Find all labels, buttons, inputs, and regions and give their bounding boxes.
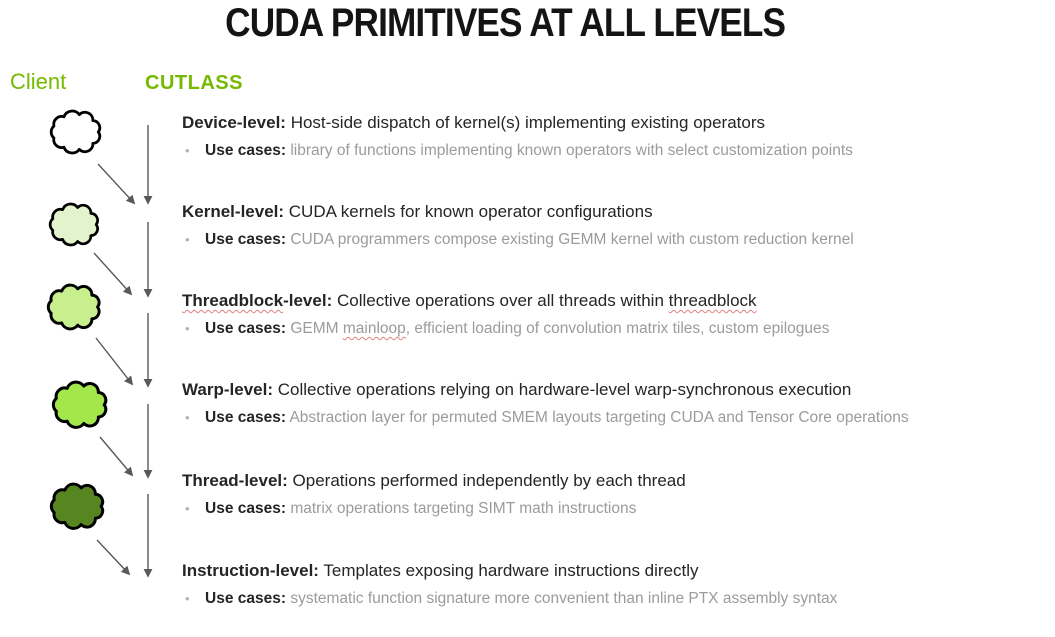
cloud-icon [51, 111, 100, 153]
use-cases-line [182, 499, 1044, 519]
use-cases-line [182, 230, 1044, 250]
level-row [182, 112, 1044, 161]
misspelled-word: threadblock [668, 291, 757, 310]
text-segment: Operations performed independently by each thread [292, 471, 686, 490]
level-row [182, 470, 1044, 519]
level-heading [182, 112, 1044, 133]
arrow-icon [96, 338, 132, 384]
level-heading [182, 290, 1044, 311]
use-cases-line [182, 319, 1044, 339]
misspelled-word: mainloop [342, 320, 406, 337]
text-segment: Kernel-level: [182, 202, 285, 221]
text-segment: , efficient loading of convolution matrix tiles, custom epilogues [405, 320, 830, 337]
text-segment: Collective operations over all threads within [336, 291, 669, 310]
text-segment: Warp-level: [182, 380, 274, 399]
use-cases-label: Use cases: [205, 231, 287, 248]
level-row [182, 290, 1044, 339]
client-column-label: Client [10, 69, 67, 94]
bullet-icon: • [185, 410, 190, 425]
text-segment: Device-level: [182, 113, 286, 132]
arrow-icon [97, 540, 129, 574]
bullet-icon: • [185, 591, 190, 606]
cloud-icon [48, 285, 99, 329]
level-row [182, 201, 1044, 250]
text-segment: Thread-level: [182, 471, 288, 490]
bullet-icon: • [185, 143, 190, 158]
use-cases-label: Use cases: [205, 500, 287, 517]
text-segment: Collective operations relying on hardware-level warp-synchronous execution [277, 380, 852, 399]
cloud-icon [50, 204, 97, 245]
level-row [182, 560, 1044, 609]
text-segment: CUDA kernels for known operator configurations [288, 202, 653, 221]
use-cases-label: Use cases: [205, 409, 287, 426]
use-cases-line [182, 589, 1044, 609]
text-segment: CUDA programmers compose existing GEMM kernel with custom reduction kernel [290, 231, 854, 248]
level-heading [182, 470, 1044, 491]
text-segment: Host-side dispatch of kernel(s) implementing existing operators [290, 113, 766, 132]
bullet-icon: • [185, 232, 190, 247]
text-segment: Abstraction layer for permuted SMEM layouts targeting CUDA and Tensor Core operations [289, 409, 909, 426]
text-segment: matrix operations targeting SIMT math instructions [290, 500, 637, 517]
use-cases-label: Use cases: [205, 142, 287, 159]
use-cases-line [182, 141, 1044, 161]
text-segment: systematic function signature more convenient than inline PTX assembly syntax [290, 590, 838, 607]
text-segment: -level: [283, 291, 333, 310]
bullet-icon: • [185, 501, 190, 516]
level-heading [182, 560, 1044, 581]
arrow-icon [94, 253, 131, 294]
text-segment: Instruction-level: [182, 561, 319, 580]
level-heading [182, 201, 1044, 222]
bullet-icon: • [185, 321, 190, 336]
cutlass-column-label: CUTLASS [145, 72, 243, 94]
misspelled-word: Threadblock [182, 291, 284, 310]
level-heading [182, 379, 1044, 400]
text-segment: library of functions implementing known operators with select customization points [290, 142, 853, 159]
level-row [182, 379, 1044, 428]
use-cases-label: Use cases: [205, 590, 287, 607]
cloud-icon [53, 382, 105, 427]
arrow-icon [100, 437, 132, 475]
use-cases-label: Use cases: [205, 320, 287, 337]
page-title-text: CUDA PRIMITIVES AT ALL LEVELS [225, 1, 785, 45]
text-segment: GEMM [290, 320, 343, 337]
arrow-icon [98, 164, 134, 203]
text-segment: Templates exposing hardware instructions directly [323, 561, 699, 580]
use-cases-line [182, 408, 1044, 428]
cloud-icon [51, 484, 102, 528]
